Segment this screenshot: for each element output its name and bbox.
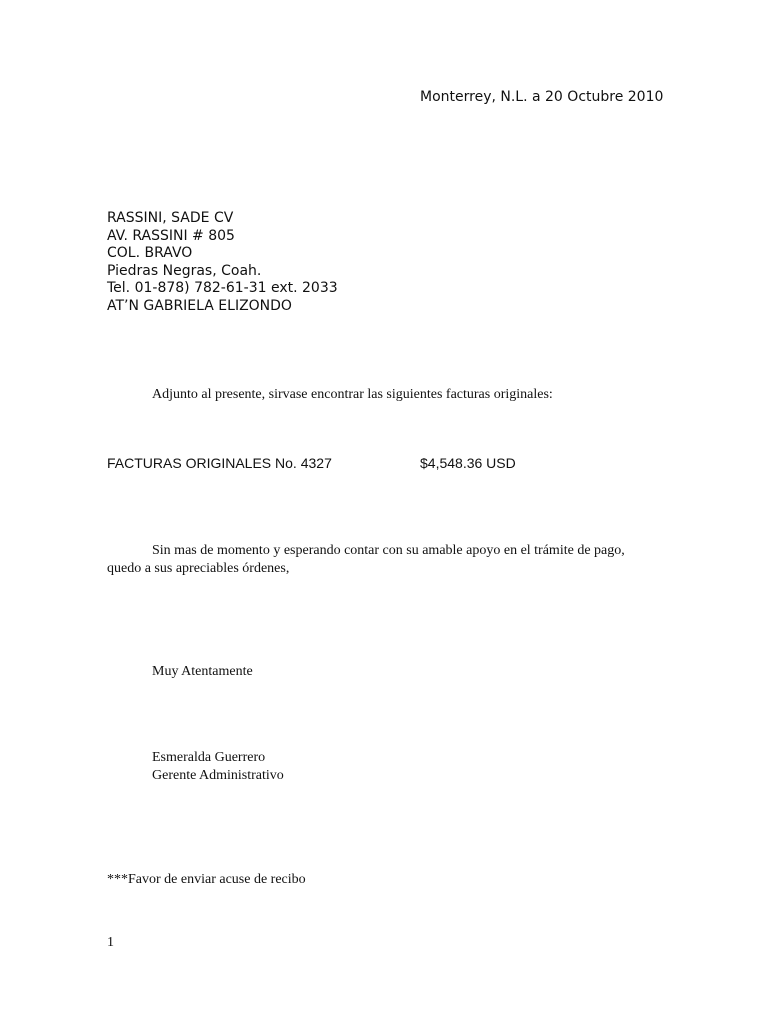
recipient-company: RASSINI, SADE CV [107,210,234,226]
invoice-line [107,454,516,472]
recipient-address-block [107,210,338,316]
date-line: Monterrey, N.L. a 20 Octubre 2010 [420,89,664,105]
signer-title: Gerente Administrativo [152,768,284,783]
recipient-attention: AT’N GABRIELA ELIZONDO [107,297,292,314]
salutation: Muy Atentamente [152,664,253,679]
recipient-city: Piedras Negras, Coah. [107,262,262,279]
acknowledgement-note: ***Favor de enviar acuse de recibo [107,872,306,887]
page-number: 1 [107,935,114,950]
closing-paragraph-line-1: Sin mas de momento y esperando contar con su amable apoyo en el trámite de pago, [152,543,625,558]
closing-paragraph-line-2: quedo a sus apreciables órdenes, [107,561,290,576]
intro-paragraph: Adjunto al presente, sirvase encontrar las siguientes facturas originales: [152,387,553,402]
invoice-label: FACTURAS ORIGINALES No. 4327 [107,455,332,471]
recipient-phone: Tel. 01-878) 782-61-31 ext. 2033 [107,280,338,297]
signer-name: Esmeralda Guerrero [152,750,266,765]
recipient-street: AV. RASSINI # 805 [107,227,235,244]
recipient-colony: COL. BRAVO [107,245,193,262]
invoice-amount: $4,548.36 USD [420,455,516,471]
